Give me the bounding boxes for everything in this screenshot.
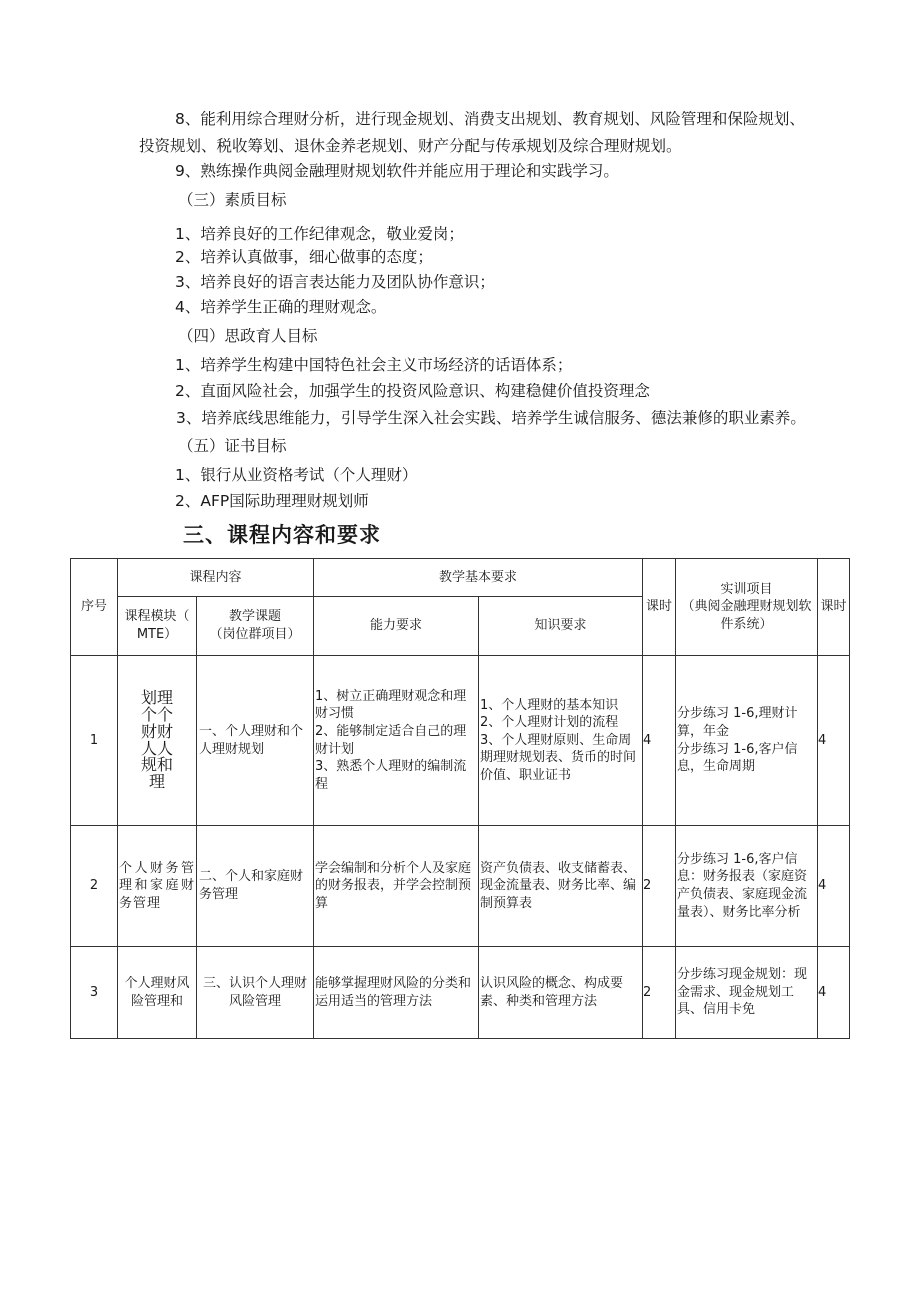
header-teaching: 教学基本要求: [314, 559, 643, 597]
subheading: （三）素质目标: [178, 191, 287, 209]
row-topic: 三、认识个人理财风险管理: [197, 947, 314, 1039]
row-hours: 4: [643, 656, 676, 826]
row-module: 个人财务管理和家庭财务管理: [118, 826, 197, 947]
table-row: [71, 656, 850, 826]
row-hours: 2: [643, 947, 676, 1039]
paragraph-line: 4、培养学生正确的理财观念。: [175, 298, 387, 316]
row-hours: 2: [643, 826, 676, 947]
header-module: 课程模块（ MTE）: [118, 597, 197, 656]
row-ability: 学会编制和分析个人及家庭的财务报表，并学会控制预算: [314, 826, 479, 947]
paragraph-line: 投资规划、税收筹划、退休金养老规划、财产分配与传承规划及综合理财规划。: [139, 137, 682, 155]
row-hours2: 4: [818, 947, 850, 1039]
header-hours2: 课时: [818, 559, 850, 656]
row-hours2: 4: [818, 656, 850, 826]
row-ability: 能够掌握理财风险的分类和运用适当的管理方法: [314, 947, 479, 1039]
paragraph-line: 1、培养良好的工作纪律观念，敬业爱岗；: [175, 225, 464, 243]
paragraph-line: 1、银行从业资格考试（个人理财）: [175, 466, 418, 484]
header-topic: 教学课题 （岗位群项目）: [197, 597, 314, 656]
row-hours2: 4: [818, 826, 850, 947]
table-row: [71, 947, 850, 1039]
row-training: 分步练习 1-6,理财计算，年金 分步练习 1-6,客户信息，生命周期: [676, 656, 818, 826]
paragraph-line: 1、培养学生构建中国特色社会主义市场经济的话语体系；: [175, 356, 573, 374]
row-ability: 1、树立正确理财观念和理财习惯 2、能够制定适合自己的理财计划 3、熟悉个人理财的编制流程: [314, 656, 479, 826]
header-ability: 能力要求: [314, 597, 479, 656]
header-content: 课程内容: [118, 559, 314, 597]
row-topic: 二、个人和家庭财务管理: [197, 826, 314, 947]
paragraph-line: 2、直面风险社会，加强学生的投资风险意识、构建稳健价值投资理念: [175, 382, 650, 400]
subheading: （四）思政育人目标: [178, 327, 318, 345]
paragraph-line: 8、能利用综合理财分析，进行现金规划、消费支出规划、教育规划、风险管理和保险规划、: [175, 110, 805, 128]
header-training: 实训项目 （典阅金融理财规划软件系统）: [676, 559, 818, 656]
row-seq: 3: [71, 947, 118, 1039]
course-table: [70, 558, 850, 1039]
section-title: 三、课程内容和要求: [183, 523, 381, 547]
row-module: 划理 个个 财财 人人 规和 理: [118, 656, 197, 826]
header-row: [71, 559, 850, 597]
row-knowledge: 资产负债表、收支储蓄表、现金流量表、财务比率、编制预算表: [479, 826, 643, 947]
subheading: （五）证书目标: [178, 437, 287, 455]
header-seq: 序号: [71, 559, 118, 656]
row-seq: 2: [71, 826, 118, 947]
paragraph-line: 2、AFP国际助理理财规划师: [175, 492, 369, 510]
row-topic: 一、个人理财和个人理财规划: [197, 656, 314, 826]
paragraph-line: 2、培养认真做事，细心做事的态度；: [175, 248, 433, 266]
row-training: 分步练习 1-6,客户信息：财务报表（家庭资产负债表、家庭现金流量表）、财务比率分析: [676, 826, 818, 947]
table-row: [71, 826, 850, 947]
row-training: 分步练习现金规划：现金需求、现金规划工具、信用卡免: [676, 947, 818, 1039]
row-knowledge: 认识风险的概念、构成要素、种类和管理方法: [479, 947, 643, 1039]
row-module: 个人理财风险管理和: [118, 947, 197, 1039]
paragraph-line: 3、培养良好的语言表达能力及团队协作意识；: [175, 273, 495, 291]
row-seq: 1: [71, 656, 118, 826]
header-hours: 课时: [643, 559, 676, 656]
paragraph-line: 3、培养底线思维能力，引导学生深入社会实践、培养学生诚信服务、德法兼修的职业素养。: [176, 409, 806, 427]
paragraph-line: 9、熟练操作典阅金融理财规划软件并能应用于理论和实践学习。: [175, 162, 619, 180]
row-knowledge: 1、个人理财的基本知识 2、个人理财计划的流程 3、个人理财原则、生命周期理财规划表、货币的时间价值、职业证书: [479, 656, 643, 826]
header-knowledge: 知识要求: [479, 597, 643, 656]
